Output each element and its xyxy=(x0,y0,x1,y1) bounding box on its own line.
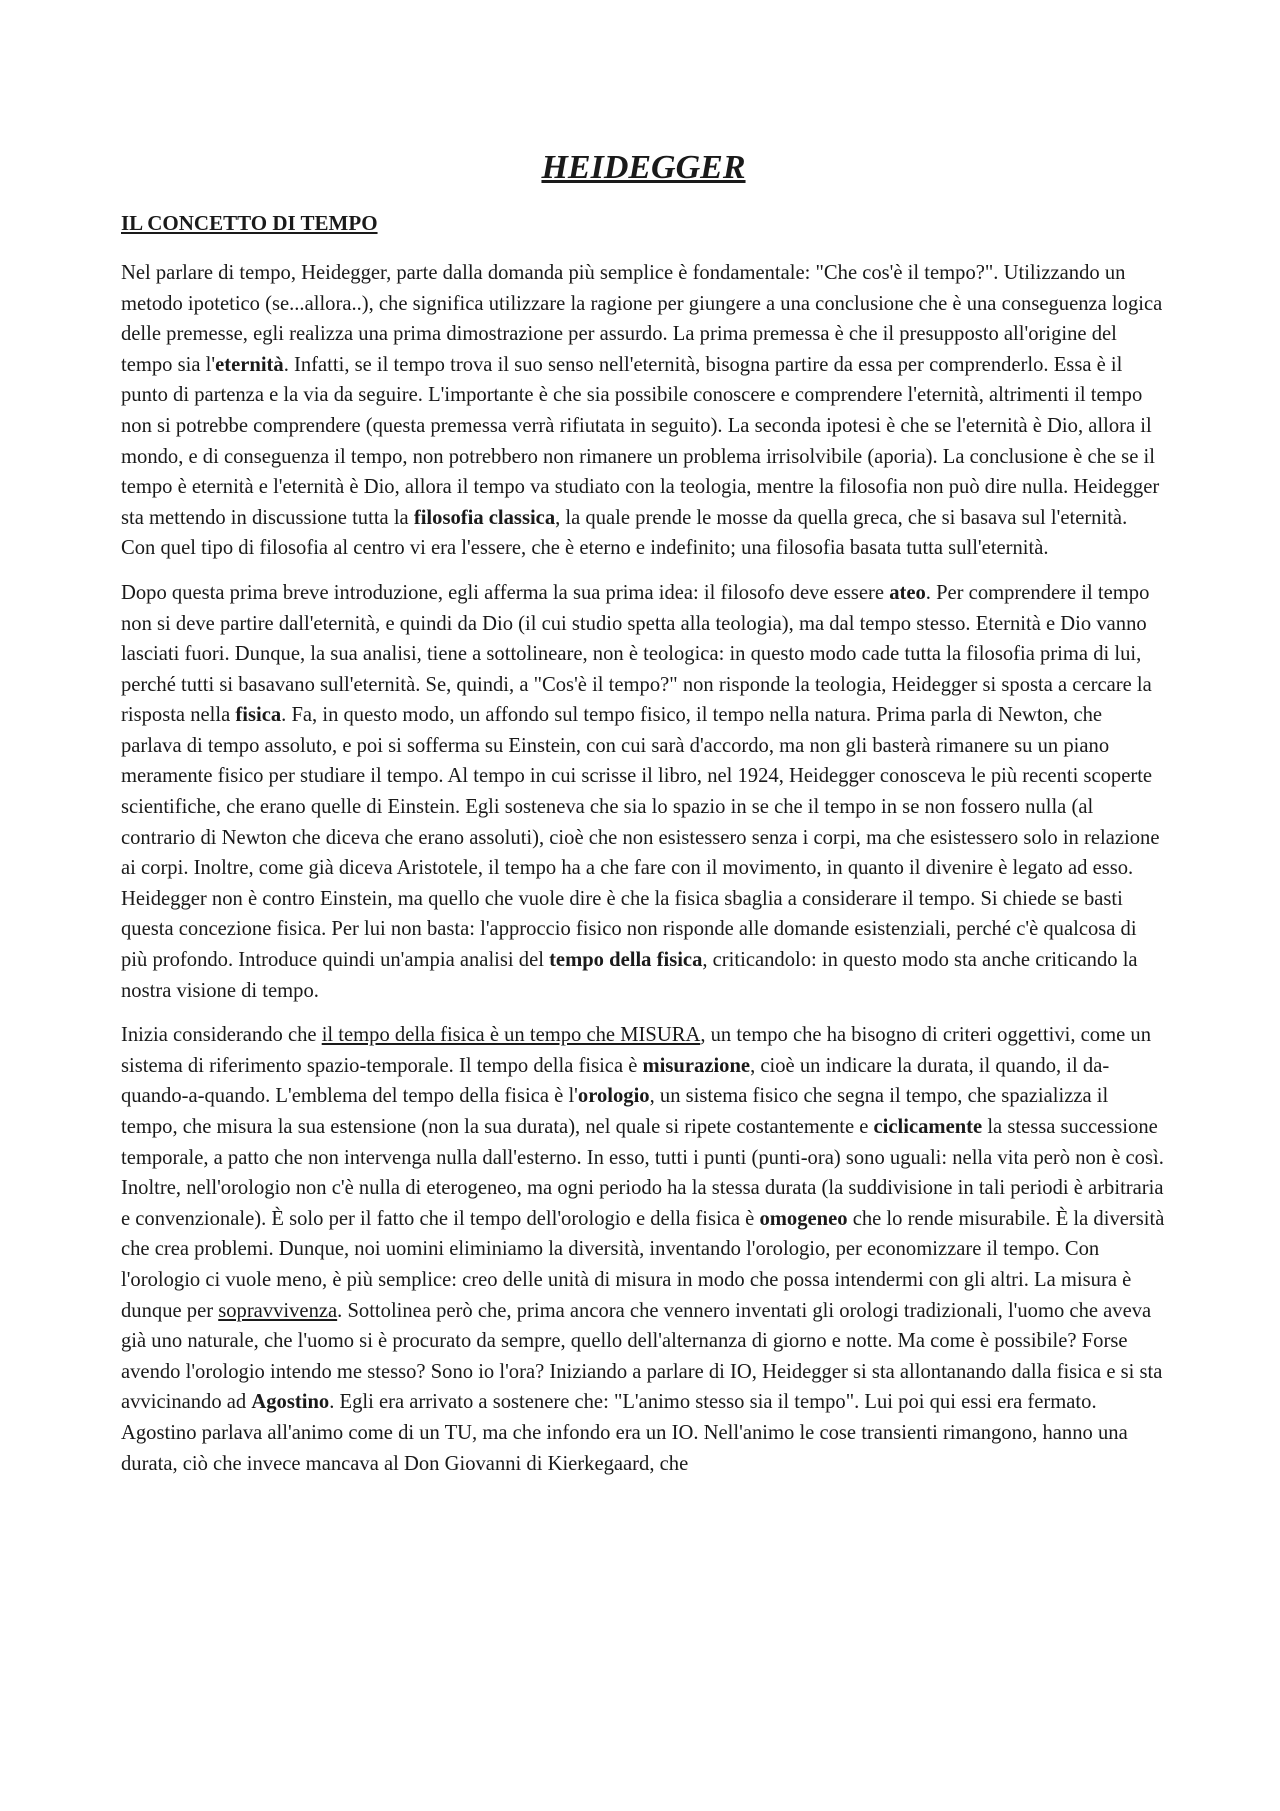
text-run: Nel parlare di tempo, Heidegger, parte dalla domanda più semplice è fondamentale: "Che cos'è il tempo?". Utilizzando un metodo ipotetico (se...allora..), che significa utilizzare la ragione per giungere a una conclusione che è una conseguenza logica delle premesse, egli realizza una prima dimostrazione per assurdo. La prima premessa è che il presupposto all'origine del tempo sia l' xyxy=(121,261,1163,376)
paragraph-1 xyxy=(121,258,1166,564)
document-page xyxy=(121,148,1166,1493)
text-run: . Infatti, se il tempo trova il suo senso nell'eternità, bisogna partire da essa per comprenderlo. Essa è il punto di partenza e la via da seguire. L'importante è che sia possibile conoscere e comprendere l'eternità, altrimenti il tempo non si potrebbe comprendere (questa premessa verrà rifiutata in seguito). La seconda ipotesi è che se l'eternità è Dio, allora il mondo, e di conseguenza il tempo, non potrebbero non rimanere un problema irrisolvibile (aporia). La conclusione è che se il tempo è eternità e l'eternità è Dio, allora il tempo va studiato con la teologia, mentre la filosofia non può dire nulla. Heidegger sta mettendo in discussione tutta la xyxy=(121,353,1160,529)
bold-term-omogeneo: omogeneo xyxy=(759,1207,848,1230)
bold-term-orologio: orologio xyxy=(577,1085,650,1108)
text-run: la stessa successione temporale, a patto che non intervenga nulla dall'esterno. In esso, tutti i punti (punti-ora) sono uguali: nella vita però non è così. Inoltre, nell'orologio non c'è nulla di eterogeneo, ma ogni periodo ha la stessa durata (la suddivisione in tali periodi è arbitraria e convenzionale). È solo per il fatto che il tempo dell'orologio e della fisica è xyxy=(121,1116,1164,1230)
text-run: Inizia considerando che xyxy=(121,1024,322,1047)
bold-term-ciclicamente: ciclicamente xyxy=(873,1116,983,1139)
text-run: , cioè un indicare la durata, il quando, il da-quando-a-quando. L'emblema del tempo della fisica è l' xyxy=(121,1054,1110,1108)
underlined-word-sopravvivenza: sopravvivenza xyxy=(218,1299,338,1322)
text-run: , criticandolo: in questo modo sta anche criticando la nostra visione di tempo. xyxy=(121,949,1138,1002)
text-run: . Sottolinea però che, prima ancora che vennero inventati gli orologi tradizionali, l'uomo che aveva già uno naturale, che l'uomo si è procurato da sempre, quello dell'alternanza di giorno e notte. Ma come è possibile? Forse avendo l'orologio intendo me stesso? Sono io l'ora? Iniziando a parlare di IO, Heidegger si sta allontanando dalla fisica e si sta avvicinando ad xyxy=(121,1299,1163,1414)
paragraph-2 xyxy=(121,578,1166,1006)
bold-term-eternita: eternità xyxy=(215,353,284,376)
bold-term-agostino: Agostino xyxy=(251,1391,330,1414)
text-run: , un tempo che ha bisogno di criteri oggettivi, come un sistema di riferimento spazio-temporale. Il tempo della fisica è xyxy=(121,1024,1151,1077)
bold-term-misurazione: misurazione xyxy=(642,1054,751,1077)
text-run: . Egli era arrivato a sostenere che: "L'animo stesso sia il tempo". Lui poi qui essi era fermato. Agostino parlava all'animo come di un TU, ma che infondo era un IO. Nell'animo le cose transienti rimangono, hanno una durata, ciò che invece mancava al Don Giovanni di Kierkegaard, che xyxy=(121,1391,1128,1475)
section-heading: IL CONCETTO DI TEMPO xyxy=(121,210,378,235)
bold-term-fisica: fisica xyxy=(235,704,282,727)
underlined-phrase-misura: il tempo della fisica è un tempo che MISURA xyxy=(321,1024,701,1047)
text-run: . Per comprendere il tempo non si deve partire dall'eternità, e quindi da Dio (il cui studio spetta alla teologia), ma dal tempo stesso. Eternità e Dio vanno lasciati fuori. Dunque, la sua analisi, tiene a sottolineare, non è teologica: in questo modo cade tutta la filosofia prima di lui, perché tutti si basavano sull'eternità. Se, quindi, a "Cos'è il tempo?" non risponde la teologia, Heidegger si sposta a cercare la risposta nella xyxy=(121,581,1152,727)
bold-term-filosofia-classica: filosofia classica xyxy=(413,506,556,529)
paragraph-3 xyxy=(121,1020,1166,1479)
bold-term-tempo-della-fisica: tempo della fisica xyxy=(549,949,703,972)
text-run: Dopo questa prima breve introduzione, egli afferma la sua prima idea: il filosofo deve essere xyxy=(121,581,890,604)
document-title: HEIDEGGER xyxy=(541,149,746,186)
text-run: . Fa, in questo modo, un affondo sul tempo fisico, il tempo nella natura. Prima parla di Newton, che parlava di tempo assoluto, e poi si sofferma su Einstein, con cui sarà d'accordo, ma non gli basterà rimanere su un piano meramente fisico per studiare il tempo. Al tempo in cui scrisse il libro, nel 1924, Heidegger conosceva le più recenti scoperte scientifiche, che erano quelle di Einstein. Egli sosteneva che sia lo spazio in se che il tempo in se non fossero nulla (al contrario di Newton che diceva che erano assoluti), cioè che non esistessero senza i corpi, ma che esistessero solo in relazione ai corpi. Inoltre, come già diceva Aristotele, il tempo ha a che fare con il movimento, in quanto il divenire è legato ad esso. Heidegger non è contro Einstein, ma quello che vuole dire è che la fisica sbaglia a considerare il tempo. Si chiede se basti questa concezione fisica. Per lui non basta: l'approccio fisico non risponde alle domande esistenziali, perché c'è qualcosa di più profondo. Introduce quindi un'ampia analisi del xyxy=(121,704,1160,972)
text-run: , la quale prende le mosse da quella greca, che si basava sul l'eternità. Con quel tipo di filosofia al centro vi era l'essere, che è eterno e indefinito; una filosofia basata tutta sull'eternità. xyxy=(121,506,1128,560)
text-run: , un sistema fisico che segna il tempo, che spazializza il tempo, che misura la sua estensione (non la sua durata), nel quale si ripete costantemente e xyxy=(121,1085,1109,1139)
text-run: che lo rende misurabile. È la diversità che crea problemi. Dunque, noi uomini eliminiamo la diversità, inventando l'orologio, per economizzare il tempo. Con l'orologio ci vuole meno, è più semplice: creo delle unità di misura in modo che possa intendermi con gli altri. La misura è dunque per xyxy=(121,1207,1165,1322)
bold-term-ateo: ateo xyxy=(889,581,926,604)
